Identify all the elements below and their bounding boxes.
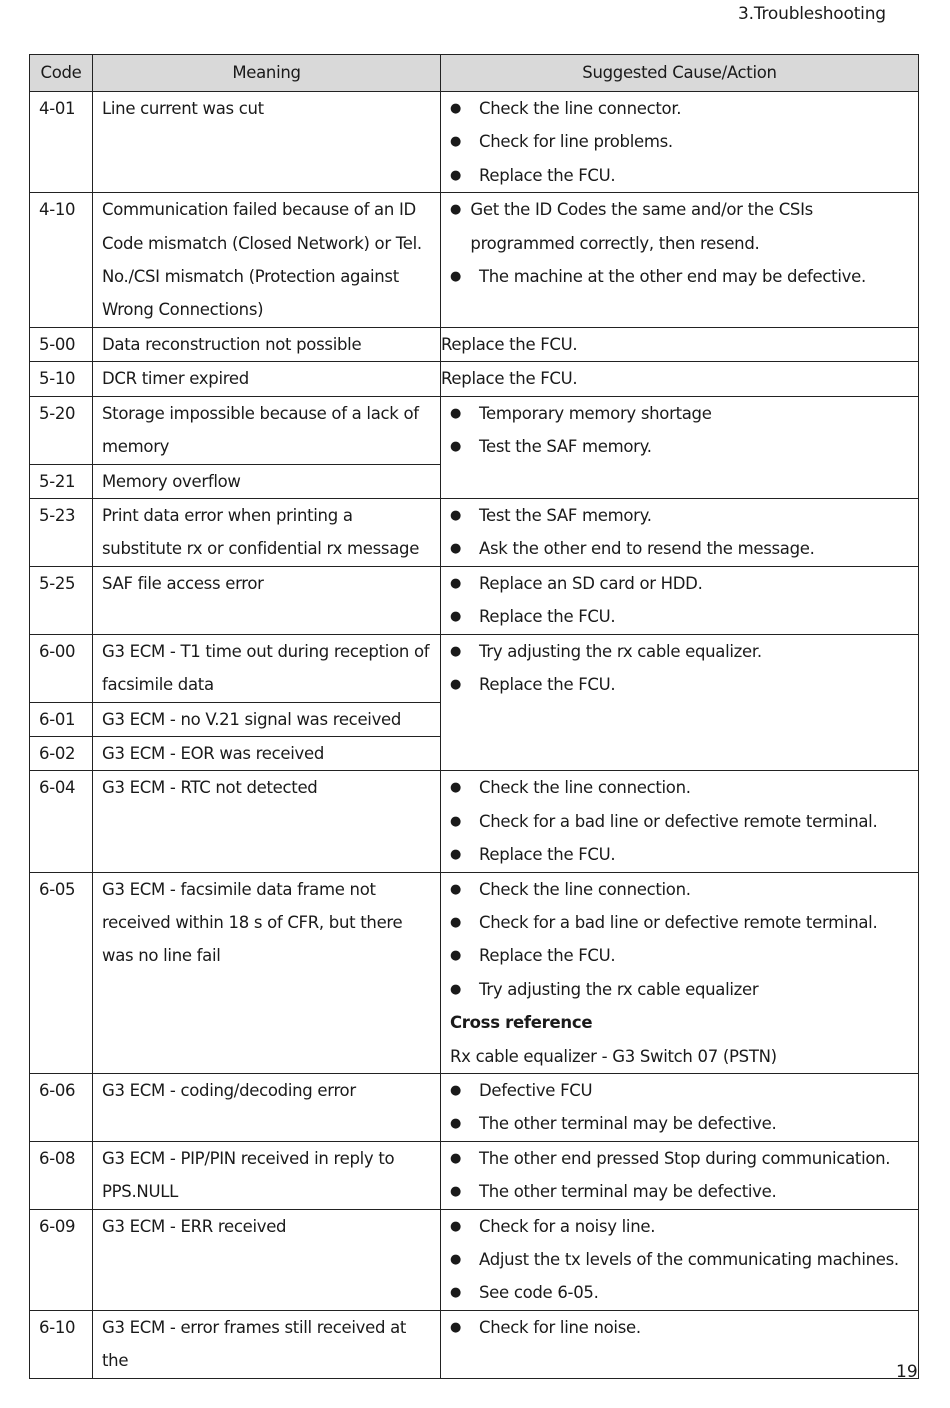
- bullet-icon: [441, 1243, 479, 1276]
- meaning-cell: G3 ECM - facsimile data frame not received within 18 s of CFR, but there was no line fail: [93, 872, 441, 1073]
- list-item: ● Check the line connection.: [441, 771, 918, 804]
- bullet-icon: [441, 838, 479, 871]
- code-cell: 6-08: [30, 1141, 93, 1209]
- troubleshooting-table: [29, 54, 919, 1379]
- bullet-icon: [441, 430, 479, 463]
- bullet-icon: [441, 499, 479, 532]
- action-cell: [441, 499, 919, 567]
- list-item: ● Check for a bad line or defective remote terminal.: [441, 805, 918, 838]
- bullet-icon: [441, 973, 479, 1006]
- meaning-cell: Line current was cut: [93, 92, 441, 193]
- meaning-cell: Print data error when printing a substitute rx or confidential rx message: [93, 499, 441, 567]
- action-cell: [441, 193, 919, 328]
- table-row: [30, 634, 919, 702]
- code-cell: 5-10: [30, 362, 93, 396]
- action-cell: [441, 566, 919, 634]
- list-item: ● The other end pressed Stop during communication.: [441, 1142, 918, 1175]
- bullet-icon: [441, 668, 479, 701]
- code-cell: 4-10: [30, 193, 93, 328]
- header-code: Code: [30, 55, 93, 92]
- cross-reference-text: Rx cable equalizer - G3 Switch 07 (PSTN): [450, 1046, 777, 1066]
- list-item: ● Replace the FCU.: [441, 668, 918, 701]
- bullet-icon: [441, 397, 479, 430]
- action-cell: [441, 92, 919, 193]
- table-row: [30, 499, 919, 567]
- meaning-cell: SAF file access error: [93, 566, 441, 634]
- code-cell: 6-01: [30, 702, 93, 736]
- list-item: ● The machine at the other end may be defective.: [441, 260, 918, 293]
- action-cell: [441, 634, 919, 771]
- action-cell: Replace the FCU.: [441, 362, 919, 396]
- bullet-icon: [441, 159, 479, 192]
- bullet-icon: [441, 260, 479, 293]
- action-cell: Replace the FCU.: [441, 327, 919, 361]
- list-item: ● See code 6-05.: [441, 1276, 918, 1309]
- code-cell: 5-00: [30, 327, 93, 361]
- table-row: [30, 92, 919, 193]
- table-row: [30, 327, 919, 361]
- bullet-icon: [441, 532, 479, 565]
- list-item: ● Check for line noise.: [441, 1311, 918, 1344]
- code-cell: 6-09: [30, 1209, 93, 1310]
- list-item: ● Test the SAF memory.: [441, 430, 918, 463]
- table-row: [30, 872, 919, 1073]
- meaning-cell: G3 ECM - T1 time out during reception of facsimile data: [93, 634, 441, 702]
- bullet-icon: [441, 1175, 479, 1208]
- list-item: ● The other terminal may be defective.: [441, 1175, 918, 1208]
- list-item: ● Ask the other end to resend the message.: [441, 532, 918, 565]
- code-cell: 6-10: [30, 1310, 93, 1378]
- list-item: ● Temporary memory shortage: [441, 397, 918, 430]
- list-item: ● Replace an SD card or HDD.: [441, 567, 918, 600]
- list-item: ● Replace the FCU.: [441, 838, 918, 871]
- meaning-cell: Data reconstruction not possible: [93, 327, 441, 361]
- code-cell: 6-05: [30, 872, 93, 1073]
- list-item: ● Check the line connection.: [441, 873, 918, 906]
- code-cell: 6-06: [30, 1073, 93, 1141]
- table-row: [30, 1141, 919, 1209]
- bullet-icon: [441, 193, 470, 260]
- code-cell: 6-00: [30, 634, 93, 702]
- bullet-icon: [441, 873, 479, 906]
- bullet-icon: [441, 939, 479, 972]
- page-number: 19: [896, 1362, 918, 1382]
- action-cell: [441, 1073, 919, 1141]
- meaning-cell: G3 ECM - no V.21 signal was received: [93, 702, 441, 736]
- header-action: Suggested Cause/Action: [441, 55, 919, 92]
- list-item: ● Replace the FCU.: [441, 600, 918, 633]
- bullet-icon: [441, 1210, 479, 1243]
- action-cell: [441, 1310, 919, 1378]
- table-row: [30, 771, 919, 872]
- bullet-icon: [441, 1142, 479, 1175]
- bullet-icon: [441, 635, 479, 668]
- bullet-icon: [441, 906, 479, 939]
- list-item: ● Try adjusting the rx cable equalizer.: [441, 635, 918, 668]
- meaning-cell: DCR timer expired: [93, 362, 441, 396]
- meaning-cell: Storage impossible because of a lack of memory: [93, 396, 441, 464]
- code-cell: 5-25: [30, 566, 93, 634]
- action-cell: [441, 771, 919, 872]
- bullet-icon: [441, 771, 479, 804]
- code-cell: 5-21: [30, 464, 93, 498]
- table-row: [30, 1073, 919, 1141]
- bullet-icon: [441, 1074, 479, 1107]
- meaning-cell: G3 ECM - EOR was received: [93, 736, 441, 770]
- table-row: [30, 1310, 919, 1378]
- list-item: ● Replace the FCU.: [441, 159, 918, 192]
- meaning-cell: G3 ECM - ERR received: [93, 1209, 441, 1310]
- list-item: ● Check for a noisy line.: [441, 1210, 918, 1243]
- list-item: ● Check for a bad line or defective remote terminal.: [441, 906, 918, 939]
- list-item: ● Defective FCU: [441, 1074, 918, 1107]
- action-cell: [441, 1209, 919, 1310]
- code-cell: 5-20: [30, 396, 93, 464]
- list-item: ● Check the line connector.: [441, 92, 918, 125]
- meaning-cell: Memory overflow: [93, 464, 441, 498]
- bullet-icon: [441, 1276, 479, 1309]
- meaning-cell: G3 ECM - error frames still received at the: [93, 1310, 441, 1378]
- bullet-icon: [441, 1107, 479, 1140]
- bullet-icon: [441, 805, 479, 838]
- cross-reference-title: Cross reference: [450, 1013, 593, 1033]
- list-item: ● Replace the FCU.: [441, 939, 918, 972]
- list-item: ● Check for line problems.: [441, 125, 918, 158]
- list-item: ● Test the SAF memory.: [441, 499, 918, 532]
- meaning-cell: Communication failed because of an ID Code mismatch (Closed Network) or Tel. No./CSI mismatch (Protection against Wrong Connections): [93, 193, 441, 328]
- bullet-icon: [441, 92, 479, 125]
- table-row: [30, 362, 919, 396]
- list-item: ● The other terminal may be defective.: [441, 1107, 918, 1140]
- list-item: ● Get the ID Codes the same and/or the CSIs programmed correctly, then resend.: [441, 193, 918, 260]
- list-item: ● Adjust the tx levels of the communicating machines.: [441, 1243, 918, 1276]
- table-row: [30, 396, 919, 464]
- code-cell: 4-01: [30, 92, 93, 193]
- code-cell: 6-04: [30, 771, 93, 872]
- table-row: [30, 566, 919, 634]
- meaning-cell: G3 ECM - RTC not detected: [93, 771, 441, 872]
- code-cell: 5-23: [30, 499, 93, 567]
- bullet-icon: [441, 567, 479, 600]
- meaning-cell: G3 ECM - PIP/PIN received in reply to PPS.NULL: [93, 1141, 441, 1209]
- table-row: [30, 1209, 919, 1310]
- table-row: [30, 193, 919, 328]
- section-header: 3.Troubleshooting: [738, 4, 886, 24]
- list-item: ● Try adjusting the rx cable equalizer: [441, 973, 918, 1006]
- action-cell: [441, 1141, 919, 1209]
- bullet-icon: [441, 600, 479, 633]
- meaning-cell: G3 ECM - coding/decoding error: [93, 1073, 441, 1141]
- table-header-row: [30, 55, 919, 92]
- header-meaning: Meaning: [93, 55, 441, 92]
- bullet-icon: [441, 1311, 479, 1344]
- bullet-icon: [441, 125, 479, 158]
- code-cell: 6-02: [30, 736, 93, 770]
- action-cell: [441, 872, 919, 1073]
- action-cell: [441, 396, 919, 498]
